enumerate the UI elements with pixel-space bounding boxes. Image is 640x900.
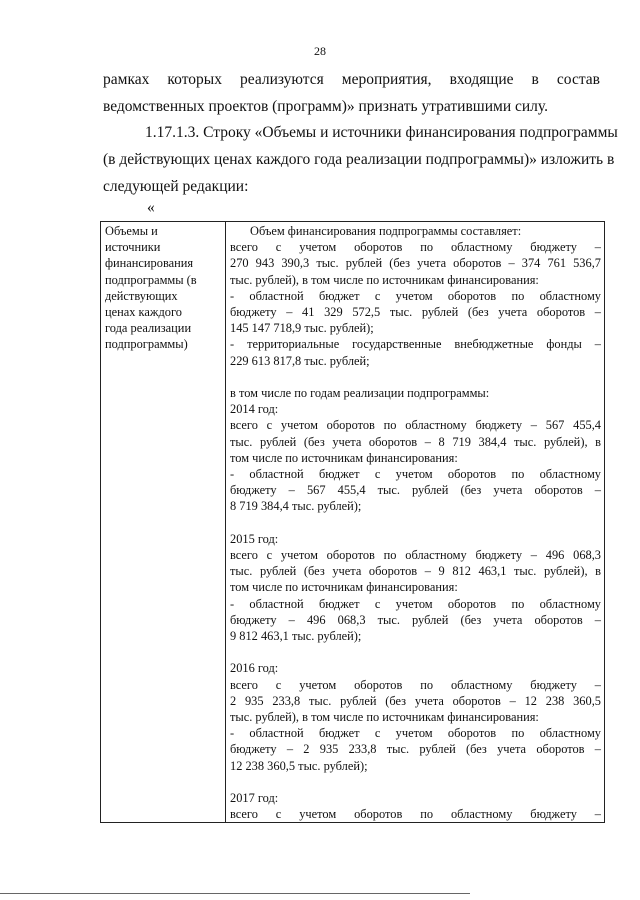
paragraph-line: (в действующих ценах каждого года реализации подпрограммы)» изложить в	[103, 151, 615, 168]
content-line: бюджету – 567 455,4 тыс. рублей (без учета оборотов –	[230, 483, 601, 498]
content-line: бюджету – 496 068,3 тыс. рублей (без учета оборотов –	[230, 612, 601, 627]
paragraph-intro	[103, 66, 600, 120]
table-label-cell	[101, 222, 226, 823]
content-line: - территориальные государственные внебюджетные фонды –	[230, 337, 601, 352]
page-number: 28	[314, 44, 326, 58]
blank-line	[230, 644, 601, 660]
bottom-divider	[0, 893, 470, 894]
content-line: всего с учетом оборотов по областному бюджету –	[230, 677, 601, 692]
content-line: тыс. рублей (без учета оборотов – 8 719 384,4 тыс. рублей), в	[230, 434, 601, 449]
content-line: Объем финансирования подпрограммы составляет:	[250, 224, 522, 238]
content-line: том числе по источникам финансирования:	[230, 450, 458, 465]
paragraph-line: следующей редакции:	[103, 178, 249, 195]
content-line: всего с учетом оборотов по областному бюджету –	[230, 807, 601, 822]
content-line: бюджету – 2 935 233,8 тыс. рублей (без учета оборотов –	[230, 742, 601, 757]
content-line: в том числе по годам реализации подпрограммы:	[230, 386, 490, 401]
label-line: подпрограммы)	[105, 337, 188, 352]
paragraph-line: 1.17.1.3. Строку «Объемы и источники финансирования подпрограммы	[145, 124, 618, 141]
opening-quote-mark: «	[147, 199, 155, 216]
content-line: 2015 год:	[230, 531, 279, 546]
label-line: подпрограммы (в	[105, 272, 197, 287]
content-line: 145 147 718,9 тыс. рублей);	[230, 321, 374, 336]
paragraph-line: рамках которых реализуются мероприятия, входящие в состав	[103, 71, 600, 88]
content-line: - областной бюджет с учетом оборотов по областному	[230, 288, 601, 303]
label-line: Объемы и	[105, 224, 158, 238]
table-content-cell	[226, 222, 605, 823]
content-line: 2014 год:	[230, 402, 279, 417]
content-line: 12 238 360,5 тыс. рублей);	[230, 758, 368, 773]
label-line: ценах каждого	[105, 305, 182, 320]
blank-line	[230, 774, 601, 790]
financing-table	[100, 221, 605, 823]
content-line: 270 943 390,3 тыс. рублей (без учета оборотов – 374 761 536,7	[230, 256, 601, 271]
content-line: 2016 год:	[230, 661, 279, 676]
blank-line	[230, 369, 601, 385]
label-line: финансирования	[105, 256, 194, 271]
content-line: бюджету – 41 329 572,5 тыс. рублей (без учета оборотов –	[230, 305, 601, 320]
paragraph-line: ведомственных проектов (программ)» признать утратившими силу.	[103, 98, 548, 115]
table-row	[101, 222, 605, 823]
content-line: тыс. рублей), в том числе по источникам финансирования:	[230, 272, 539, 287]
content-line: 8 719 384,4 тыс. рублей);	[230, 499, 362, 514]
content-line: тыс. рублей (без учета оборотов – 9 812 463,1 тыс. рублей), в	[230, 564, 601, 579]
content-line: всего с учетом оборотов по областному бюджету – 496 068,3	[230, 548, 601, 563]
content-line: - областной бюджет с учетом оборотов по областному	[230, 596, 601, 611]
content-line: - областной бюджет с учетом оборотов по областному	[230, 726, 601, 741]
paragraph-amendment	[103, 119, 618, 200]
content-line: 2 935 233,8 тыс. рублей (без учета оборотов – 12 238 360,5	[230, 693, 601, 708]
content-line: - областной бюджет с учетом оборотов по областному	[230, 467, 601, 482]
label-line: года реализации	[105, 321, 192, 336]
blank-line	[230, 515, 601, 531]
label-line: действующих	[105, 288, 178, 303]
content-line: 229 613 817,8 тыс. рублей;	[230, 353, 370, 368]
content-line: тыс. рублей), в том числе по источникам финансирования:	[230, 710, 539, 725]
label-line: источники	[105, 240, 161, 255]
content-line: всего с учетом оборотов по областному бюджету –	[230, 240, 601, 255]
content-line: 2017 год:	[230, 791, 279, 806]
content-line: том числе по источникам финансирования:	[230, 580, 458, 595]
content-line: всего с учетом оборотов по областному бюджету – 567 455,4	[230, 418, 601, 433]
content-line: 9 812 463,1 тыс. рублей);	[230, 629, 362, 644]
